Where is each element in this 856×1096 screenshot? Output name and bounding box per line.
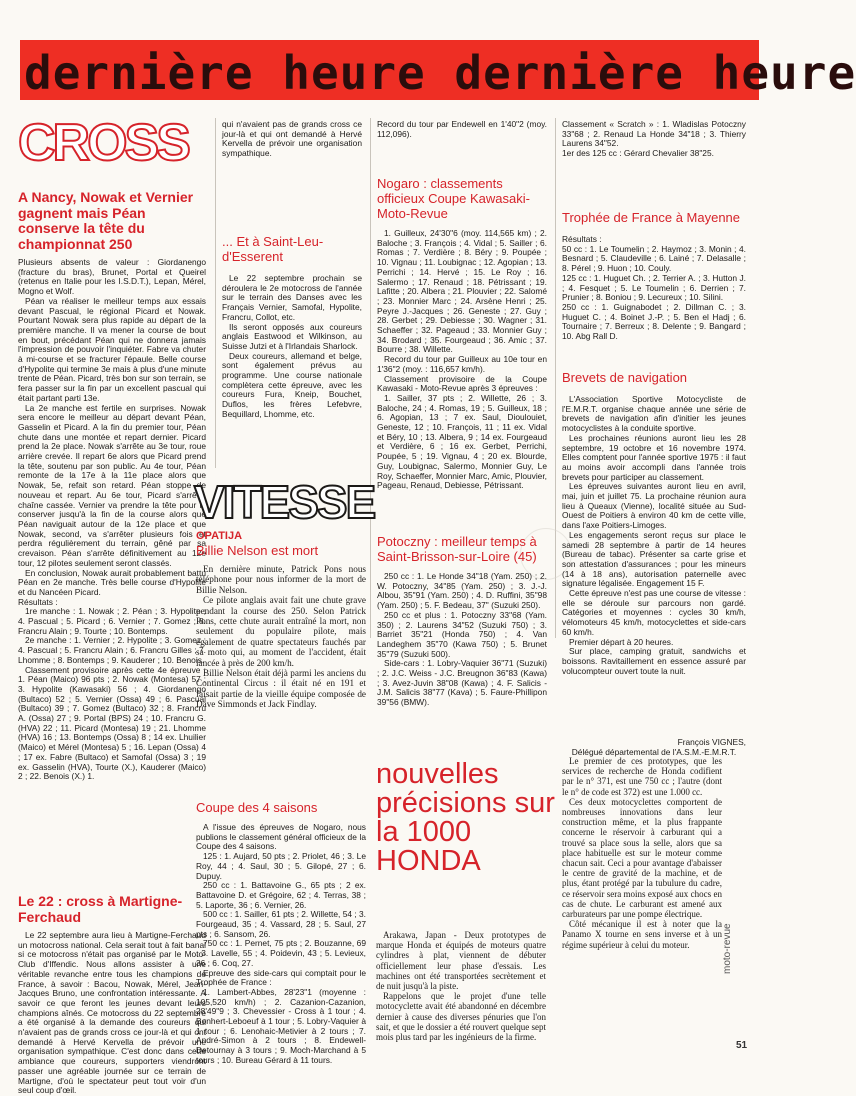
coupe-paragraph: 125 : 1. Aujard, 50 pts ; 2. Priolet, 46 ; 3. Le Roy, 44 ; 4. Saul, 30 ; 5. Gilopé, 27 ; 6. Dupuy. <box>196 851 366 881</box>
potoczny-paragraph: Side-cars : 1. Lobry-Vaquier 36"71 (Suzuki) ; 2. J.C. Weiss - J.C. Breugnon 36"83 (Kawa) ; 3. Avez-Juvin 38"08 (Kawa) ; 4. F. Salicis - J.M. Salicis 38"77 (Kava) ; 5. Faure-Phillipon 39"56 (BMW). <box>377 658 547 708</box>
honda-paragraph: Côté mécanique il est à noter que la Panamo X tourne en sens inverse et à un régime supérieur à celui du moteur. <box>562 919 722 950</box>
banner-band <box>20 40 856 100</box>
martigne-article <box>18 893 206 1096</box>
cross-paragraph: 1re manche : 1. Nowak ; 2. Péan ; 3. Hypolite ; 4. Pascual ; 5. Picard ; 6. Vernier ; 7. Gomez ; 8. Francru Alain ; 9. Tourte ; 10. Bontemps. <box>18 606 206 636</box>
potoczny-continued <box>562 120 746 159</box>
coupe-paragraph: 250 cc : 1. Battavoine G., 65 pts ; 2 ex. Battavoine D. et Grégoire, 62 ; 4. Terras, 38 ; 5. Laporte, 36 ; 6. Vernier, 26. <box>196 880 366 910</box>
vitesse-paragraph: En dernière minute, Patrick Pons nous téléphone pour nous informer de la mort de Billie Nelson. <box>196 564 366 595</box>
brevets-paragraph: Les épreuves suivantes auront lieu en avril, mai, juin et juillet 75. La prochaine réunion aura lieu à Queaux (Vienne), localité située au Sud-Ouest de Poitiers à environ 40 km de cette ville, dans l'axe Poitiers-Limoges. <box>562 481 746 531</box>
coupe-paragraph: Record du tour par Endewell en 1'40"2 (moy. 112,096). <box>377 119 547 139</box>
cross-paragraph: En conclusion, Nowak aurait probablement battu Péan en 2e manche. Très belle course d'Hypolite et du Nancéen Picard. <box>18 567 206 597</box>
coupe-paragraph: 1. Lambert-Abbes, 28'23"1 (moyenne : 105,520 km/h) ; 2. Cazanion-Cazanion, 28'49"9 ; 3. Chevessier - Cross à 1 tour ; 4. Bonhert-Leboeuf à 1 tour ; 5. Lobry-Vaquier à 1 tour ; 6. Lenohaic-Metivier à 2 tours ; 7. André-Simon à 2 tours ; 8. Endewell-Detournay à 3 tours ; 9. Moch-Marchand à 5 tours ; 10. Bureau Gérard à 11 tours. <box>196 986 366 1065</box>
potoczny-paragraph: Classement « Scratch » : 1. Wladislas Potoczny 33"68 ; 2. Renaud La Honde 34"18 ; 3. Thierry Laurens 34"52. <box>562 119 746 149</box>
coupe-paragraph: Epreuve des side-cars qui comptait pour le Trophée de France : <box>196 967 366 988</box>
coupe-article <box>196 800 366 1063</box>
brevets-paragraph: Les engagements seront reçus sur place le samedi 28 septembre à partir de 14 heures (Bureau de tabac). Présenter sa carte grise et son attestation d'assurances ; pour les mineurs (14 à 18 ans), autorisation paternelle avec signature légalisée. Engagement 15 F. <box>562 529 746 589</box>
vitesse-logo: VITESSE <box>194 476 375 528</box>
martigne-paragraph-continued: qui n'avaient pas de grands cross ce jour-là et qui ont demandé à Hervé Kervella de prévoir une organisation sympathique. <box>222 119 362 159</box>
vitesse-kicker: OPATIJA <box>196 530 243 542</box>
saintleu-article <box>222 234 362 420</box>
brevets-paragraph: L'Association Sportive Motocycliste de l'E.M.R.T. organise chaque année une série de brevets de navigation afin d'initier les jeunes motocyclistes à la conduite sportive. <box>562 394 746 434</box>
saintleu-paragraph: Deux coureurs, allemand et belge, sont également prévus au programme. Une course nationale complètera cette épreuve, avec les coureurs Fura, Kneip, Bouchet, Duflos, les frères Lefebvre, Bequillard, Lhomme, etc. <box>222 350 362 419</box>
cross-paragraph: La 2e manche est fertile en surprises. Nowak sera encore le meilleur au départ devant Péan, Gasselin et Picard. A la fin du premier tour, Péan chute dans une montée et repart dernier. Picard prend la 2e place. Nowak s'arrête au 3e tour, roue arrière crevée. Il repart 6e alors que Picard prend la tête, soutenu par son public. Au 4e tour, Péan remonte de la 17e à la 11e place alors que Nowak, 5e, refait son retard. Péan stoppe de nouveau et repart. Au 6e tour, Picard s'arrête, chaîne cassée. Vernier va prendre la tête pour la conserver jusqu'à la fin de la course alors que Péan naviguait autour de la 12e place et que Nowak, second, va s'arrêter plusieurs fois et perdra régulièrement du terrain, gêné par sa crevaison. Péan s'arrête définitivement au 12e tour, 12 pilotes seulement seront classés. <box>18 402 206 568</box>
brevets-paragraph: Les prochaines réunions auront lieu les 28 septembre, 19 octobre et 16 novembre 1974. Elles comptent pour l'année sportive 1975 : il faut au moins avoir accompli dans l'année trois brevets pour participer au classement. <box>562 432 746 482</box>
magazine-side-text: moto-revue <box>722 923 733 974</box>
trophee-paragraph: 50 cc : 1. Le Toumelin ; 2. Haymoz ; 3. Monin ; 4. Besnard ; 5. Claudeville ; 6. Lainé ; 7. Delasalle ; 8. Pérel ; 9. Huon ; 10. Couly. <box>562 243 746 274</box>
vitesse-paragraph: Ce pilote anglais avait fait une chute grave pendant la course des 250. Selon Patrick Pons, cette chute aurait entraîné la mort, non seulement du populaire pilote, mais également de quatre spectateurs fauchés par sa moto qui, au moment de l'accident, était lancée à près de 200 km/h. <box>196 595 366 668</box>
brevets-paragraph: Premier départ à 20 heures. <box>569 636 674 647</box>
brevets-signature: François VIGNES, <box>677 737 746 747</box>
brevets-article <box>562 370 746 757</box>
potoczny-article <box>377 534 547 742</box>
saintleu-paragraph: Ils seront opposés aux coureurs anglais Eastwood et Wilkinson, au Suisse Jutzi et à l'Irlandais Sharlock. <box>222 321 362 351</box>
cross-paragraph: 2e manche : 1. Vernier ; 2. Hypolite ; 3. Gomez ; 4. Pascual ; 5. Francru Alain ; 6. Francru Gilles ; 7. Lhomme ; 8. Bontemps ; 9. Kauderer ; 10. Benois. <box>18 635 206 665</box>
coupe-paragraph: 750 cc : 1. Pernet, 75 pts ; 2. Bouzanne, 69 ; 3. Lavelle, 55 ; 4. Poidevin, 43 ; 5. Levieux, 36 ; 6. Coq, 27. <box>196 938 366 968</box>
cross-article <box>18 190 206 782</box>
cross-paragraph: Plusieurs absents de valeur : Giordanengo (fracture du bras), Brunet, Portal et Queirel (retenus en Italie pour les I.S.D.T.), Lepan, Mérel, Mogno et Wolf. <box>18 257 206 297</box>
trophee-paragraph: 125 cc : 1. Huguet Ch. ; 2. Terrier A. ; 3. Hutton J. ; 4. Fesquet ; 5. Le Toumelin ; 6. Derrien ; 7. Prunier ; 8. Boniou ; 9. Lecureux ; 10. Silini. <box>562 272 746 303</box>
cross-paragraph: Résultats : <box>18 596 58 607</box>
potoczny-paragraph: 250 cc : 1. Le Honde 34"18 (Yam. 250) ; 2. W. Potoczny, 34"85 (Yam. 250) ; 3. J.-J. Albou, 35"91 (Yam. 250) ; 4. D. Ruffini, 35"98 (Yam. 250) ; 5. F. Bedeau, 37" (Suzuki 250). <box>377 571 547 611</box>
saintleu-paragraph: Le 22 septembre prochain se déroulera le 2e motocross de l'année sur le terrain des Danses avec les Français Vernier, Samofal, Hypolite, Francru, Collot, etc. <box>222 273 362 322</box>
trophee-headline: Trophée de France à Mayenne <box>562 210 741 225</box>
coupe-paragraph: A l'issue des épreuves de Nogaro, nous publions le classement général officieux de la Coupe des 4 saisons. <box>196 822 366 852</box>
martigne-continued <box>222 120 362 180</box>
honda-paragraph: Ces deux motocyclettes comportent de nombreuses innovations dans leur construction même, et la plus frappante concerne le réservoir à carburant qui a trouvé sa place sous la selle, alors que sa place habituelle est sur le moteur comme chacun sait. Ceci a pour avantage d'abaisser le centre de gravité de la machine, et de plus, étant protégé par la tubulure du cadre, ce réservoir sera moins exposé aux chocs en cas de chute. Le carburant est amené aux carburateurs par une pompe électrique. <box>562 796 722 920</box>
cross-headline: A Nancy, Nowak et Vernier gagnent mais Péan conserve la tête du championnat 250 <box>18 189 194 252</box>
coupe-continued <box>377 120 547 139</box>
potoczny-headline: Potoczny : meilleur temps à Saint-Brisson-sur-Loire (45) <box>377 534 537 564</box>
nogaro-article <box>377 176 547 494</box>
honda-paragraph: Rappelons que le projet d'une telle motocyclette avait été abandonné en décembre dernier à cause des diverses pénuries que l'on sait, et que le dossier a été rouvert quelque sept mois plus tard par les ingénieurs de la firme. <box>376 991 546 1043</box>
honda-paragraph: Le premier de ces prototypes, que les services de recherche de Honda codifient par le n° 371, est une 750 cc ; l'autre (dont le n° de code est 372) est une 1.000 cc. <box>562 756 722 797</box>
brevets-paragraph: Sur place, camping gratuit, sandwichs et boissons. Ravitaillement en essence assuré par volucompteur ouvert toute la nuit. <box>562 646 746 676</box>
brevets-signature-role: Délégué départemental de l'A.S.M.-E.M.R.T. <box>571 746 737 757</box>
cross-paragraph: Péan va réaliser le meilleur temps aux essais devant Pascual, le régional Picard et Nowak. Pourtant Nowak sera plus rapide au départ de la première manche. Il va mener la course de bout en bout, précédant Péan qui ne donnera jamais l'impression de pouvoir l'inquiéter. Fabre va chuter à mi-course et se fracturer l'épaule. Belle course d'Hypolite qui termine 3e mais à plus d'une minute trente de Péan. Picard, très bon sur son terrain, se fera passer sur la fin par un excellent pascual qui était partant parti 13e. <box>18 295 206 403</box>
trophee-paragraph: 250 cc : 1. Guignabodet ; 2. Dillman C. ; 3. Huguet C. ; 4. Boinet J.-P. ; 5. Ben el Hadj ; 6. Tournaire ; 7. Berreux ; 8. Delente ; 9. Bangard ; 10. Abg Rall D. <box>562 301 746 342</box>
nogaro-paragraph: 1. Sailler, 37 pts ; 2. Willette, 26 ; 3. Baloche, 24 ; 4. Romas, 19 ; 5. Guilleux, 18 ; 6. Agopian, 13 ; 7 ex. Saul, Dioulouiet, Geneste, 12 ; 10. François, 11 ; 11 ex. Vidal et Béry, 10 ; 13. Albera, 9 ; 14 ex. Fourgeaud et Verdière, 6 ; 16 ex. Gerbet, Perrichi, Poupée, 5 ; 19. Vignau, 4 ; 20 ex. Blourde, Guy, Loubignac, Salermo, Monnier Guy, Le Roy, Schaeffer, Monnier Marc, Amic, Plouvier, Pageau, Renaud, Debiesse, Pétrissant. <box>377 392 547 491</box>
banner <box>0 0 856 103</box>
martigne-paragraph: Le 22 septembre aura lieu à Martigne-Ferchaud un motocross national. Cela serait tout à fait banal si ce motocross n'était pas organisé par le Moto-Club d'Iffendic. Nous allons assister à une véritable revanche entre tous les champions de France, à savoir : Bacou, Nowak, Mérel, Jean-Jacques Bruno, une confrontation intéressante. A savoir ce que feront les jeunes devant leurs champions aînés. Ce motocross du 22 septembre a été organisé à la demande des coureurs qui n'avaient pas de grands cross ce jour-là et qui ont demandé à Hervé Kervella de prévoir une organisation sympathique. C'est donc dans cette ambiance que coureurs, supporters viendront passer une agréable journée sur ce terrain de Martigne, d'où le spectateur peut tout voir d'un seul coup d'œil. <box>18 930 206 1096</box>
coupe-paragraph: 500 cc : 1. Sailler, 61 pts ; 2. Willette, 54 ; 3. Fourgeaud, 35 ; 4. Vassard, 28 ; 5. Saul, 27 pts ; 6. Sansom, 26. <box>196 909 366 939</box>
cross-logo: CROSS <box>18 114 188 172</box>
vitesse-article <box>196 530 366 710</box>
column-divider <box>215 118 216 468</box>
nogaro-headline: Nogaro : classements officieux Coupe Kawasaki-Moto-Revue <box>377 176 530 221</box>
coupe-headline: Coupe des 4 saisons <box>196 800 318 815</box>
nogaro-paragraph: Record du tour par Guilleux au 10e tour en 1'36"2 (moy. : 116,657 km/h). <box>377 354 547 374</box>
cross-paragraph: Classement provisoire après cette 4e épreuve : 1. Péan (Maico) 96 pts ; 2. Nowak (Montesa) 57 ; 3. Hypolite (Kawasaki) 56 ; 4. Giordanengo (Bultaco) 52 ; 5. Vernier (Ossa) 49 ; 6. Pascual (Bultaco) 39 ; 7. Gomez (Bultaco) 32 ; 8. Francru A. (Ossa) 27 ; 9. Portal (BPS) 24 ; 10. Francru G. (HVA) 22 ; 11. Picard (Montesa) 19 ; 21. Lhomme (HVA) 16 ; 13. Bontemps (Ossa) 8 ; 14 ex. Lhuilier (Maico) et Mérel (Montesa) 5 ; 16. Lepan (Ossa) 4 ; 17 ex. Fabre (Bultaco) et Samofal (Ossa) 3 ; 19 ex. Gasselin (HVA), Tourte (X.), Kauderer (Maico) 2 ; 22. Benois (X.) 1. <box>18 664 206 782</box>
nogaro-paragraph: 1. Guilleux, 24'30"6 (moy. 114,565 km) ; 2. Baloche ; 3. François ; 4. Vidal ; 5. Sailler ; 6. Romas ; 7. Verdière ; 8. Béry ; 9. Poupée ; 10. Vignau ; 11. Loubignac ; 12. Agopian ; 13. Perrichi ; 14. Hervé ; 15. Le Roy ; 16. Salermo ; 17. Renaud ; 18. Pétrissant ; 19. Lafitte ; 20. Albera ; 21. Plouvier ; 22. Salomé ; 23. Monnier Marc ; 24. Arsène Henri ; 25. Peyre J.-Jacques ; 26. Geneste ; 27. Guy ; 28. Gerbet ; 29. Debiesse ; 30. Wagner ; 31. Schaeffer ; 32. Pageaud ; 33. Monnier Guy ; 34. Brodard ; 35. Fourgeaud ; 36. Amic ; 37. Bourre ; 38. Willette. <box>377 228 547 355</box>
vitesse-headline: Billie Nelson est mort <box>196 543 319 558</box>
saintleu-headline: ... Et à Saint-Leu-d'Esserent <box>222 234 324 264</box>
vitesse-paragraph: Billie Nelson était déjà parmi les anciens du Continental Circus : il était né en 191 et faisait partie de la vieille équipe composée de Dave Simmonds et Jack Findlay. <box>196 668 366 710</box>
banner-text: dernière heure dernière heure <box>24 46 856 100</box>
brevets-headline: Brevets de navigation <box>562 370 688 385</box>
column-divider <box>370 118 371 638</box>
martigne-headline: Le 22 : cross à Martigne-Ferchaud <box>18 893 183 925</box>
brevets-paragraph: Cette épreuve n'est pas une course de vitesse : elle se déroule sur parcours non gardé. Catégories et moyennes : cycles 30 km/h, vélomoteurs 45 km/h, motocyclettes et side-cars 60 km/h. <box>562 588 746 637</box>
honda-headline: nouvelles précisions sur la 1000 HONDA <box>376 758 555 877</box>
page-number: 51 <box>736 1040 748 1051</box>
trophee-paragraph: Résultats : <box>562 234 602 244</box>
potoczny-paragraph: 1er des 125 cc : Gérard Chevalier 38"25. <box>562 148 714 159</box>
honda-paragraph: Arakawa, Japan - Deux prototypes de marque Honda et équipés de moteurs quatre cylindres à plat, viennent de débuter officiellement leur phase d'essais. Les machines ont été transportées secrètement et de nuit jusqu'à la piste. <box>376 930 546 992</box>
potoczny-paragraph: 250 cc et plus : 1. Potoczny 33"68 (Yam. 350) ; 2. Laurens 34"52 (Suzuki 750) ; 3. Barriet 35"21 (Honda 750) ; 4. Van Landeghem 35"70 (Kawa 750) ; 5. Brunet 35"79 (Suzuki 500). <box>377 609 547 659</box>
trophee-article <box>562 210 746 342</box>
nogaro-paragraph: Classement provisoire de la Coupe Kawasaki - Moto-Revue après 3 épreuves : <box>377 373 547 394</box>
honda-article-part1 <box>376 930 546 1045</box>
honda-article-part2 <box>562 756 722 1041</box>
